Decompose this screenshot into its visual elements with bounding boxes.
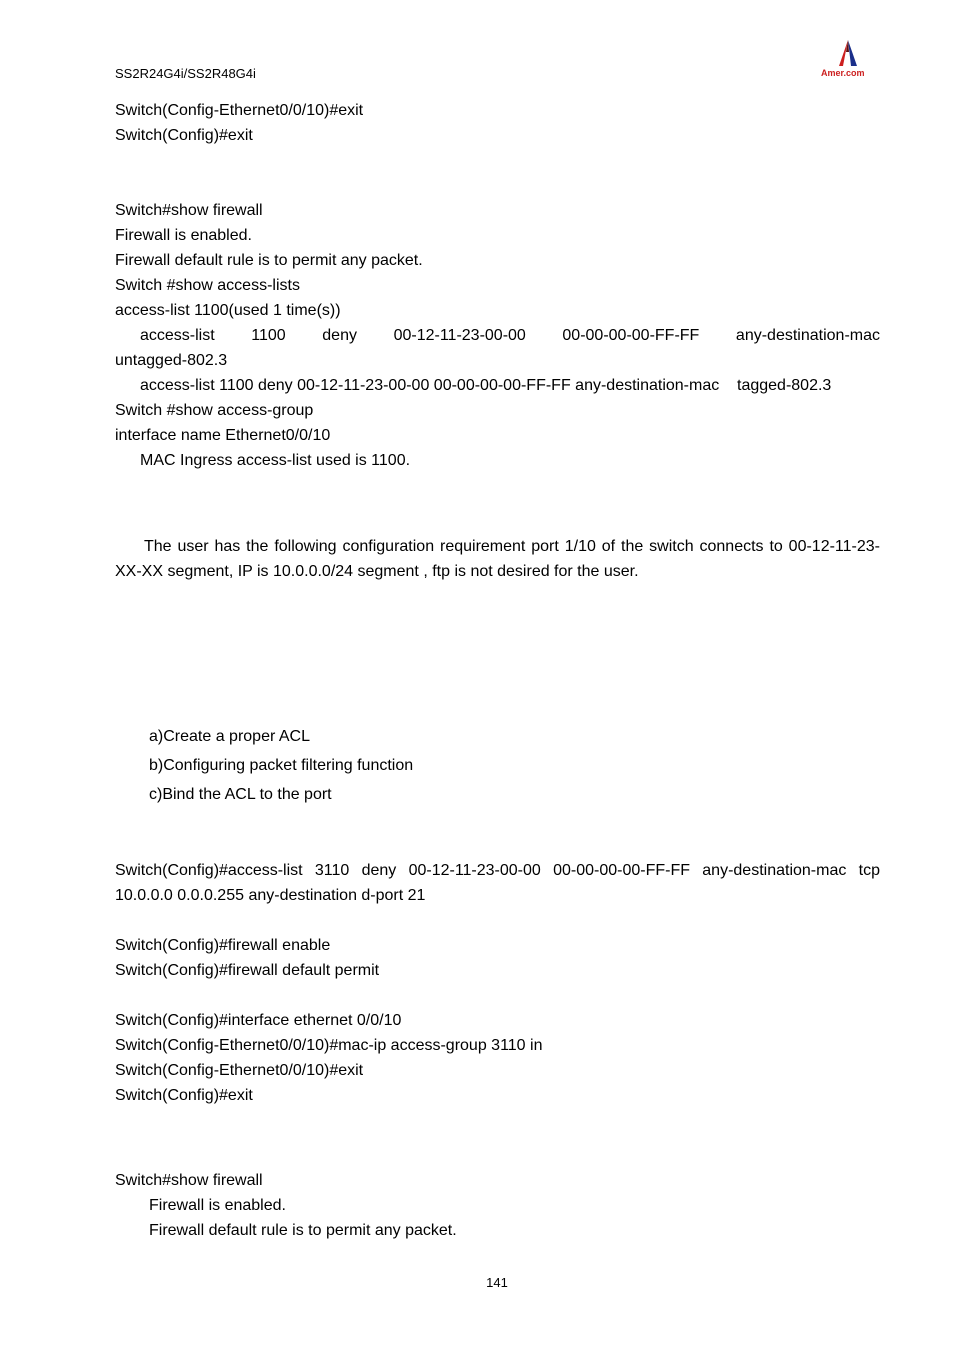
- output-line: interface name Ethernet0/0/10: [115, 427, 331, 444]
- logo-text: Amer.com: [821, 68, 865, 78]
- word: 00-00-00-00-FF-FF: [562, 327, 700, 344]
- logo-triangle-red: [839, 40, 848, 66]
- word: tcp: [858, 862, 880, 879]
- code-line: Switch(Config)#firewall enable: [115, 937, 331, 954]
- logo-triangle-blue: [848, 40, 857, 66]
- page-number: 141: [486, 1275, 508, 1290]
- step-item: a)Create a proper ACL: [149, 728, 310, 745]
- step-item: b)Configuring packet filtering function: [149, 757, 414, 774]
- output-line: access-list 1100(used 1 time(s)): [115, 302, 341, 319]
- word: 00-00-00-00-FF-FF: [553, 862, 690, 879]
- code-line: Switch #show access-group: [115, 402, 314, 419]
- code-line: Switch(Config)#interface ethernet 0/0/10: [115, 1012, 402, 1029]
- code-line: Switch(Config-Ethernet0/0/10)#exit: [115, 102, 364, 119]
- amer-logo: [818, 36, 878, 80]
- word: access-list: [140, 327, 215, 344]
- output-line: Firewall default rule is to permit any packet.: [115, 252, 423, 269]
- output-line: Firewall is enabled.: [115, 227, 252, 244]
- word: 00-12-11-23-00-00: [408, 862, 541, 879]
- output-line-justified: [140, 326, 880, 346]
- code-line: Switch(Config)#firewall default permit: [115, 962, 380, 979]
- word: deny: [322, 327, 357, 344]
- code-line: Switch(Config)#exit: [115, 1087, 253, 1104]
- word: Switch(Config)#access-list: [115, 862, 303, 879]
- output-line: Firewall default rule is to permit any packet.: [149, 1222, 457, 1239]
- code-line: Switch(Config-Ethernet0/0/10)#exit: [115, 1062, 364, 1079]
- output-line: untagged-802.3: [115, 352, 228, 369]
- output-line: MAC Ingress access-list used is 1100.: [140, 452, 411, 469]
- word: 00-12-11-23-00-00: [393, 327, 526, 344]
- word: 3110: [314, 862, 350, 879]
- step-item: c)Bind the ACL to the port: [149, 786, 332, 803]
- code-line: Switch(Config)#exit: [115, 127, 253, 144]
- code-line: Switch#show firewall: [115, 1172, 263, 1189]
- word: deny: [361, 862, 397, 879]
- header-model: SS2R24G4i/SS2R48G4i: [115, 66, 256, 81]
- code-line: Switch#show firewall: [115, 202, 263, 219]
- word: any-destination-mac: [735, 327, 880, 344]
- requirement-paragraph: The user has the following configuration requirement port 1/10 of the switch connects to 00-12-11-23-XX-XX segment, IP is 10.0.0.0/24 segment , ftp is not desired for the user.: [115, 538, 880, 580]
- code-line: Switch #show access-lists: [115, 277, 300, 294]
- output-line: Firewall is enabled.: [149, 1197, 286, 1214]
- code-line: Switch(Config-Ethernet0/0/10)#mac-ip access-group 3110 in: [115, 1037, 543, 1054]
- word: 1100: [251, 327, 286, 344]
- code-line-justified: [115, 861, 880, 881]
- code-line: 10.0.0.0 0.0.0.255 any-destination d-port 21: [115, 887, 426, 904]
- word: any-destination-mac: [702, 862, 847, 879]
- output-line: access-list 1100 deny 00-12-11-23-00-00 00-00-00-00-FF-FF any-destination-mac tagged-802.3: [140, 377, 832, 394]
